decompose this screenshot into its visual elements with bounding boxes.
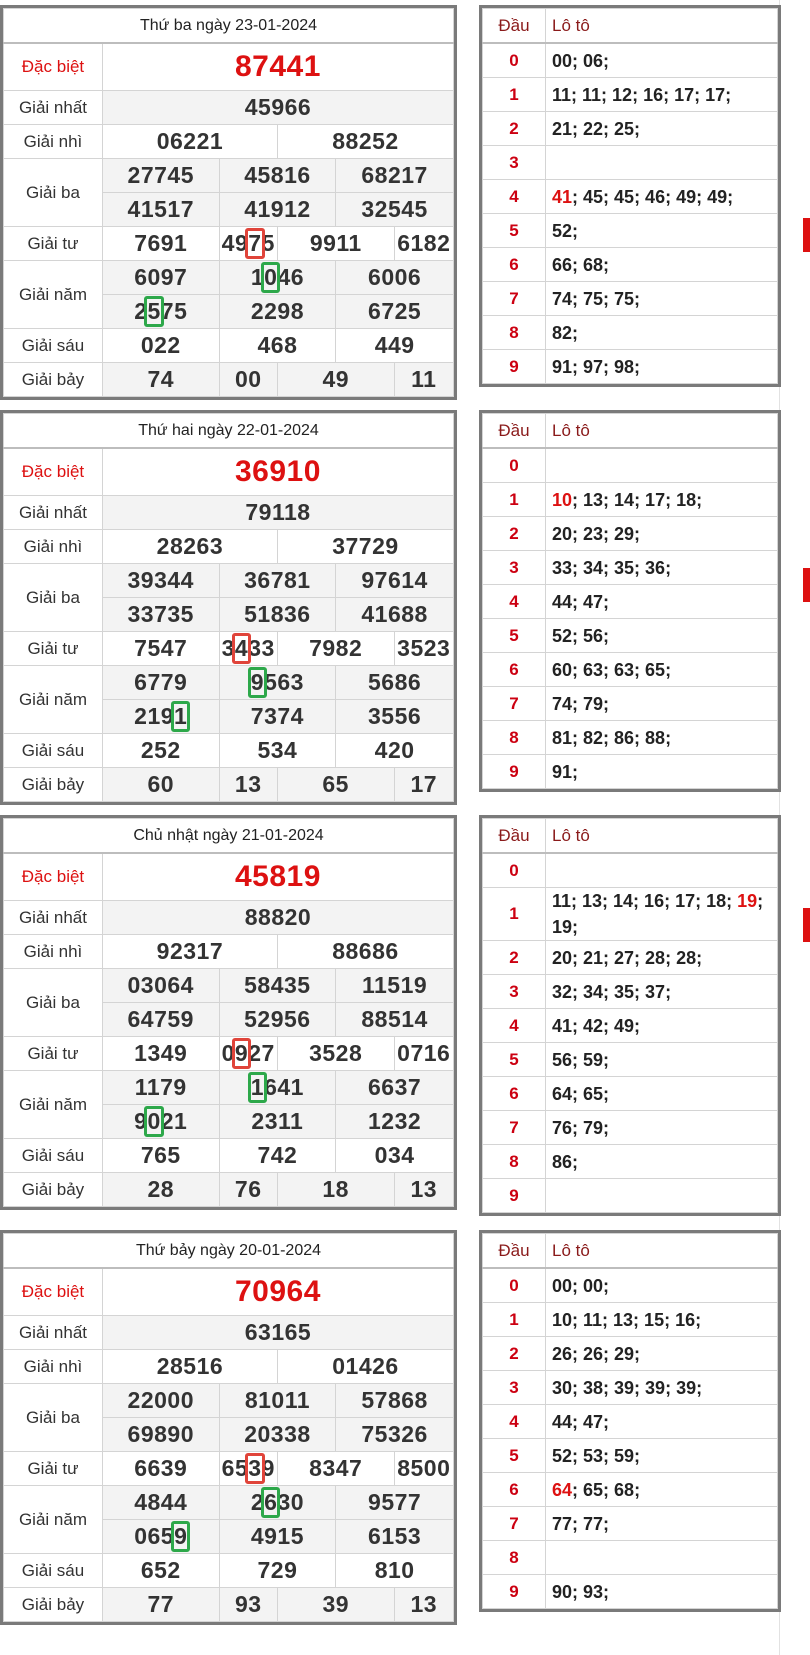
loto-values: [546, 1541, 778, 1575]
prize-number: 2630: [219, 1486, 336, 1520]
loto-highlight: 10: [552, 489, 573, 510]
loto-row: [483, 1009, 778, 1043]
prize-number: 13: [394, 1588, 453, 1622]
prize-number: 97614: [336, 564, 454, 598]
loto-row: [483, 941, 778, 975]
loto-values: 21; 22; 25;: [546, 112, 778, 146]
prize-label: Giải nhất: [4, 91, 103, 125]
loto-row: [483, 1439, 778, 1473]
prize-number: 41517: [102, 193, 219, 227]
loto-head-digit: 5: [483, 1439, 546, 1473]
loto-values: 52;: [546, 214, 778, 248]
prize-number: 0659: [102, 1520, 219, 1554]
side-red-marker: [803, 568, 810, 602]
loto-highlight: 19: [737, 891, 758, 911]
prize-number: 9577: [336, 1486, 454, 1520]
prize-label: Giải nhì: [4, 935, 103, 969]
loto-head-digit: 3: [483, 1371, 546, 1405]
loto-row: [483, 316, 778, 350]
prize-number: 13: [394, 1173, 454, 1207]
loto-head-digit: 8: [483, 721, 546, 755]
prize-label: Đặc biệt: [4, 853, 103, 901]
prize-number: 49: [277, 363, 394, 397]
prize-number: 64759: [102, 1003, 219, 1037]
loto-head-digit: 3: [483, 146, 546, 180]
prize-number: 32545: [336, 193, 454, 227]
loto-head-digit: 3: [483, 975, 546, 1009]
loto-head-digit: 9: [483, 1575, 546, 1609]
loto-head-digit: 1: [483, 78, 546, 112]
loto-head-digit: 6: [483, 1077, 546, 1111]
loto-row: [483, 43, 778, 78]
prize-number: 468: [219, 329, 336, 363]
loto-head-digit: 0: [483, 448, 546, 483]
loto-row: [483, 585, 778, 619]
prize-label: Giải sáu: [4, 329, 103, 363]
loto-values: [546, 853, 778, 888]
prize-number: 45816: [219, 159, 336, 193]
prize-number: 88686: [277, 935, 453, 969]
prize-number: 63165: [102, 1316, 453, 1350]
prize-number: 3528: [277, 1037, 394, 1071]
prize-number: 3433: [219, 632, 277, 666]
green-marker: 9: [174, 1523, 188, 1549]
loto-values: 52; 53; 59;: [546, 1439, 778, 1473]
loto-head-digit: 4: [483, 1009, 546, 1043]
loto-row: [483, 78, 778, 112]
prize-number: 36910: [102, 448, 453, 496]
prize-number: 65: [277, 768, 394, 802]
loto-values: 44; 47;: [546, 585, 778, 619]
loto-values: 86;: [546, 1145, 778, 1179]
loto-values: 30; 38; 39; 39; 39;: [546, 1371, 778, 1405]
prize-label: Giải năm: [4, 1071, 103, 1139]
red-marker: 4: [234, 635, 249, 661]
loto-row: [483, 1507, 778, 1541]
prize-number: 88252: [277, 125, 453, 159]
loto-values: 00; 00;: [546, 1268, 778, 1303]
loto-row: [483, 1145, 778, 1179]
prize-number: 7982: [277, 632, 394, 666]
loto-head-digit: 6: [483, 248, 546, 282]
prize-number: 11: [394, 363, 453, 397]
prize-label: Giải tư: [4, 1037, 103, 1071]
prize-number: 58435: [219, 969, 336, 1003]
loto-row: [483, 1111, 778, 1145]
green-marker: 0: [147, 1108, 161, 1134]
prize-number: 06221: [102, 125, 277, 159]
prize-number: 20338: [219, 1418, 336, 1452]
prize-number: 534: [219, 734, 336, 768]
red-marker: 7: [248, 230, 262, 256]
prize-number: 69890: [102, 1418, 219, 1452]
green-marker: 1: [174, 703, 188, 729]
prize-number: 33735: [102, 598, 219, 632]
prize-number: 449: [336, 329, 454, 363]
loto-head-digit: 6: [483, 1473, 546, 1507]
prize-number: 2191: [102, 700, 219, 734]
prize-number: 3556: [336, 700, 454, 734]
loto-head-digit: 2: [483, 941, 546, 975]
draw-date: Thứ ba ngày 23-01-2024: [4, 9, 454, 44]
prize-number: 00: [219, 363, 277, 397]
prize-label: Giải bảy: [4, 768, 103, 802]
prize-number: 7374: [219, 700, 336, 734]
prize-label: Giải nhất: [4, 1316, 103, 1350]
prize-number: 27745: [102, 159, 219, 193]
prize-label: Giải nhì: [4, 125, 103, 159]
prize-number: 13: [219, 768, 277, 802]
prize-table: [0, 410, 457, 805]
prize-number: 81011: [219, 1384, 336, 1418]
prize-number: 8347: [277, 1452, 394, 1486]
prize-number: 17: [394, 768, 454, 802]
loto-row: [483, 1268, 778, 1303]
prize-label: Giải năm: [4, 1486, 103, 1554]
loto-row: [483, 350, 778, 384]
prize-number: 93: [219, 1588, 277, 1622]
loto-values-header: Lô tô: [546, 1234, 778, 1269]
prize-number: 6097: [102, 261, 219, 295]
prize-number: 1179: [102, 1071, 219, 1105]
prize-label: Giải tư: [4, 227, 103, 261]
loto-head-digit: 2: [483, 1337, 546, 1371]
prize-number: 0927: [219, 1037, 277, 1071]
prize-label: Giải sáu: [4, 734, 103, 768]
loto-head-digit: 9: [483, 1179, 546, 1213]
prize-number: 0716: [394, 1037, 454, 1071]
loto-table: [479, 1230, 781, 1612]
prize-number: 36781: [219, 564, 336, 598]
loto-values: 20; 21; 27; 28; 28;: [546, 941, 778, 975]
prize-number: 41912: [219, 193, 336, 227]
loto-head-header: Đầu: [483, 414, 546, 449]
prize-label: Giải bảy: [4, 363, 103, 397]
prize-number: 2575: [102, 295, 219, 329]
loto-values: 10; 11; 13; 15; 16;: [546, 1303, 778, 1337]
loto-values: 82;: [546, 316, 778, 350]
loto-values: 77; 77;: [546, 1507, 778, 1541]
prize-number: 7547: [102, 632, 219, 666]
loto-row: [483, 180, 778, 214]
prize-number: 45819: [102, 853, 453, 901]
loto-row: [483, 1077, 778, 1111]
prize-number: 6153: [336, 1520, 454, 1554]
loto-row: [483, 888, 778, 941]
green-marker: 0: [264, 264, 278, 290]
draw-date: Thứ hai ngày 22-01-2024: [4, 414, 454, 449]
loto-table: [479, 815, 781, 1216]
loto-head-digit: 8: [483, 316, 546, 350]
loto-head-header: Đầu: [483, 9, 546, 44]
prize-label: Giải tư: [4, 1452, 103, 1486]
loto-row: [483, 755, 778, 789]
prize-label: Giải ba: [4, 1384, 103, 1452]
loto-values: 20; 23; 29;: [546, 517, 778, 551]
prize-label: Giải ba: [4, 159, 103, 227]
loto-row: [483, 517, 778, 551]
loto-values: 32; 34; 35; 37;: [546, 975, 778, 1009]
loto-values: 00; 06;: [546, 43, 778, 78]
prize-number: 8500: [394, 1452, 453, 1486]
loto-values: [546, 146, 778, 180]
loto-row: [483, 1371, 778, 1405]
loto-table: [479, 410, 781, 792]
side-red-marker: [803, 908, 810, 942]
prize-number: 01426: [277, 1350, 453, 1384]
prize-label: Giải sáu: [4, 1554, 103, 1588]
loto-head-digit: 5: [483, 1043, 546, 1077]
prize-label: Giải ba: [4, 564, 103, 632]
prize-number: 1641: [219, 1071, 336, 1105]
loto-values: 41; 42; 49;: [546, 1009, 778, 1043]
loto-row: [483, 248, 778, 282]
loto-head-digit: 5: [483, 214, 546, 248]
loto-values: 33; 34; 35; 36;: [546, 551, 778, 585]
prize-number: 79118: [102, 496, 453, 530]
green-marker: 5: [147, 298, 161, 324]
loto-values: 64; 65;: [546, 1077, 778, 1111]
prize-number: 52956: [219, 1003, 336, 1037]
prize-label: Giải năm: [4, 666, 103, 734]
loto-row: [483, 483, 778, 517]
loto-row: [483, 1337, 778, 1371]
loto-head-digit: 8: [483, 1145, 546, 1179]
draw-date: Chủ nhật ngày 21-01-2024: [4, 819, 454, 854]
loto-highlight: 41: [552, 186, 573, 207]
prize-number: 77: [102, 1588, 219, 1622]
loto-head-digit: 0: [483, 43, 546, 78]
prize-label: Giải nhì: [4, 1350, 103, 1384]
loto-values-header: Lô tô: [546, 819, 778, 854]
prize-number: 6182: [394, 227, 453, 261]
loto-row: [483, 1405, 778, 1439]
prize-number: 420: [336, 734, 454, 768]
loto-row: [483, 975, 778, 1009]
loto-head-digit: 1: [483, 483, 546, 517]
prize-label: Đặc biệt: [4, 448, 103, 496]
green-marker: 1: [250, 1074, 265, 1100]
prize-number: 28: [102, 1173, 219, 1207]
loto-head-digit: 1: [483, 1303, 546, 1337]
prize-number: 4915: [219, 1520, 336, 1554]
loto-head-digit: 2: [483, 112, 546, 146]
prize-number: 70964: [102, 1268, 453, 1316]
prize-number: 39: [277, 1588, 394, 1622]
loto-head-digit: 5: [483, 619, 546, 653]
prize-number: 4975: [219, 227, 277, 261]
prize-number: 7691: [102, 227, 219, 261]
loto-head-digit: 0: [483, 853, 546, 888]
loto-row: [483, 1303, 778, 1337]
loto-values: 74; 79;: [546, 687, 778, 721]
loto-row: [483, 853, 778, 888]
prize-number: 51836: [219, 598, 336, 632]
loto-head-digit: 9: [483, 350, 546, 384]
prize-number: 6006: [336, 261, 454, 295]
prize-number: 92317: [102, 935, 277, 969]
prize-number: 87441: [102, 43, 453, 91]
loto-values: 60; 63; 63; 65;: [546, 653, 778, 687]
loto-head-digit: 6: [483, 653, 546, 687]
prize-label: Giải bảy: [4, 1173, 103, 1207]
prize-label: Đặc biệt: [4, 1268, 103, 1316]
prize-number: 2298: [219, 295, 336, 329]
prize-label: Giải sáu: [4, 1139, 103, 1173]
side-red-marker: [803, 218, 810, 252]
green-marker: 9: [250, 669, 265, 695]
prize-number: 74: [102, 363, 219, 397]
prize-number: 41688: [336, 598, 454, 632]
loto-head-digit: 4: [483, 180, 546, 214]
prize-number: 45966: [102, 91, 453, 125]
prize-label: Giải ba: [4, 969, 103, 1037]
loto-values-header: Lô tô: [546, 414, 778, 449]
loto-table: [479, 5, 781, 387]
loto-values: 52; 56;: [546, 619, 778, 653]
prize-table: [0, 1230, 457, 1625]
loto-values: 64; 65; 68;: [546, 1473, 778, 1507]
loto-row: [483, 1473, 778, 1507]
loto-values: 90; 93;: [546, 1575, 778, 1609]
prize-number: 03064: [102, 969, 219, 1003]
red-marker: 9: [234, 1040, 249, 1066]
prize-label: Giải bảy: [4, 1588, 103, 1622]
loto-head-digit: 3: [483, 551, 546, 585]
prize-number: 18: [277, 1173, 394, 1207]
prize-number: 6725: [336, 295, 454, 329]
prize-number: 6539: [219, 1452, 277, 1486]
prize-number: 76: [219, 1173, 277, 1207]
loto-values: 44; 47;: [546, 1405, 778, 1439]
loto-head-digit: 7: [483, 1507, 546, 1541]
prize-number: 28516: [102, 1350, 277, 1384]
prize-table: [0, 815, 457, 1210]
loto-values: 11; 11; 12; 16; 17; 17;: [546, 78, 778, 112]
loto-highlight: 64: [552, 1479, 573, 1500]
prize-number: 28263: [102, 530, 277, 564]
prize-table: [0, 5, 457, 400]
prize-label: Đặc biệt: [4, 43, 103, 91]
loto-head-digit: 4: [483, 585, 546, 619]
loto-values: 76; 79;: [546, 1111, 778, 1145]
prize-number: 6637: [336, 1071, 454, 1105]
prize-number: 6639: [102, 1452, 219, 1486]
loto-values: [546, 1179, 778, 1213]
loto-row: [483, 653, 778, 687]
loto-head-digit: 0: [483, 1268, 546, 1303]
loto-head-header: Đầu: [483, 819, 546, 854]
loto-head-digit: 9: [483, 755, 546, 789]
loto-row: [483, 282, 778, 316]
red-marker: 3: [248, 1455, 262, 1481]
prize-number: 9021: [102, 1105, 219, 1139]
loto-head-digit: 1: [483, 888, 546, 941]
prize-label: Giải nhất: [4, 901, 103, 935]
loto-values: [546, 448, 778, 483]
prize-number: 810: [336, 1554, 454, 1588]
green-marker: 6: [264, 1489, 278, 1515]
prize-label: Giải năm: [4, 261, 103, 329]
prize-number: 1349: [102, 1037, 219, 1071]
loto-row: [483, 448, 778, 483]
loto-row: [483, 112, 778, 146]
loto-row: [483, 1575, 778, 1609]
prize-number: 88820: [102, 901, 453, 935]
loto-row: [483, 1179, 778, 1213]
prize-number: 3523: [394, 632, 454, 666]
loto-values: 81; 82; 86; 88;: [546, 721, 778, 755]
prize-number: 60: [102, 768, 219, 802]
prize-number: 252: [102, 734, 219, 768]
loto-values-header: Lô tô: [546, 9, 778, 44]
draw-date: Thứ bảy ngày 20-01-2024: [4, 1234, 454, 1269]
prize-number: 57868: [336, 1384, 454, 1418]
loto-values: 11; 13; 14; 16; 17; 18; 19; 19;: [546, 888, 778, 941]
prize-number: 39344: [102, 564, 219, 598]
prize-number: 5686: [336, 666, 454, 700]
prize-number: 1232: [336, 1105, 454, 1139]
prize-label: Giải nhất: [4, 496, 103, 530]
prize-number: 22000: [102, 1384, 219, 1418]
loto-row: [483, 214, 778, 248]
loto-values: 41; 45; 45; 46; 49; 49;: [546, 180, 778, 214]
prize-number: 034: [336, 1139, 454, 1173]
loto-head-digit: 2: [483, 517, 546, 551]
prize-number: 37729: [277, 530, 453, 564]
prize-number: 6779: [102, 666, 219, 700]
prize-number: 022: [102, 329, 219, 363]
prize-number: 9563: [219, 666, 336, 700]
prize-number: 4844: [102, 1486, 219, 1520]
loto-row: [483, 551, 778, 585]
prize-number: 1046: [219, 261, 336, 295]
loto-values: 56; 59;: [546, 1043, 778, 1077]
prize-number: 729: [219, 1554, 336, 1588]
prize-number: 765: [102, 1139, 219, 1173]
prize-number: 11519: [336, 969, 454, 1003]
prize-number: 68217: [336, 159, 454, 193]
loto-head-digit: 7: [483, 687, 546, 721]
loto-head-digit: 7: [483, 282, 546, 316]
loto-values: 74; 75; 75;: [546, 282, 778, 316]
prize-number: 742: [219, 1139, 336, 1173]
prize-number: 2311: [219, 1105, 336, 1139]
loto-values: 10; 13; 14; 17; 18;: [546, 483, 778, 517]
loto-row: [483, 721, 778, 755]
prize-number: 88514: [336, 1003, 454, 1037]
loto-head-digit: 8: [483, 1541, 546, 1575]
prize-number: 652: [102, 1554, 219, 1588]
loto-values: 26; 26; 29;: [546, 1337, 778, 1371]
loto-values: 91;: [546, 755, 778, 789]
prize-number: 75326: [336, 1418, 454, 1452]
prize-label: Giải tư: [4, 632, 103, 666]
loto-row: [483, 687, 778, 721]
loto-row: [483, 1541, 778, 1575]
prize-number: 9911: [277, 227, 394, 261]
loto-head-digit: 7: [483, 1111, 546, 1145]
loto-row: [483, 619, 778, 653]
loto-head-header: Đầu: [483, 1234, 546, 1269]
loto-values: 91; 97; 98;: [546, 350, 778, 384]
loto-values: 66; 68;: [546, 248, 778, 282]
prize-label: Giải nhì: [4, 530, 103, 564]
loto-row: [483, 146, 778, 180]
loto-row: [483, 1043, 778, 1077]
loto-head-digit: 4: [483, 1405, 546, 1439]
